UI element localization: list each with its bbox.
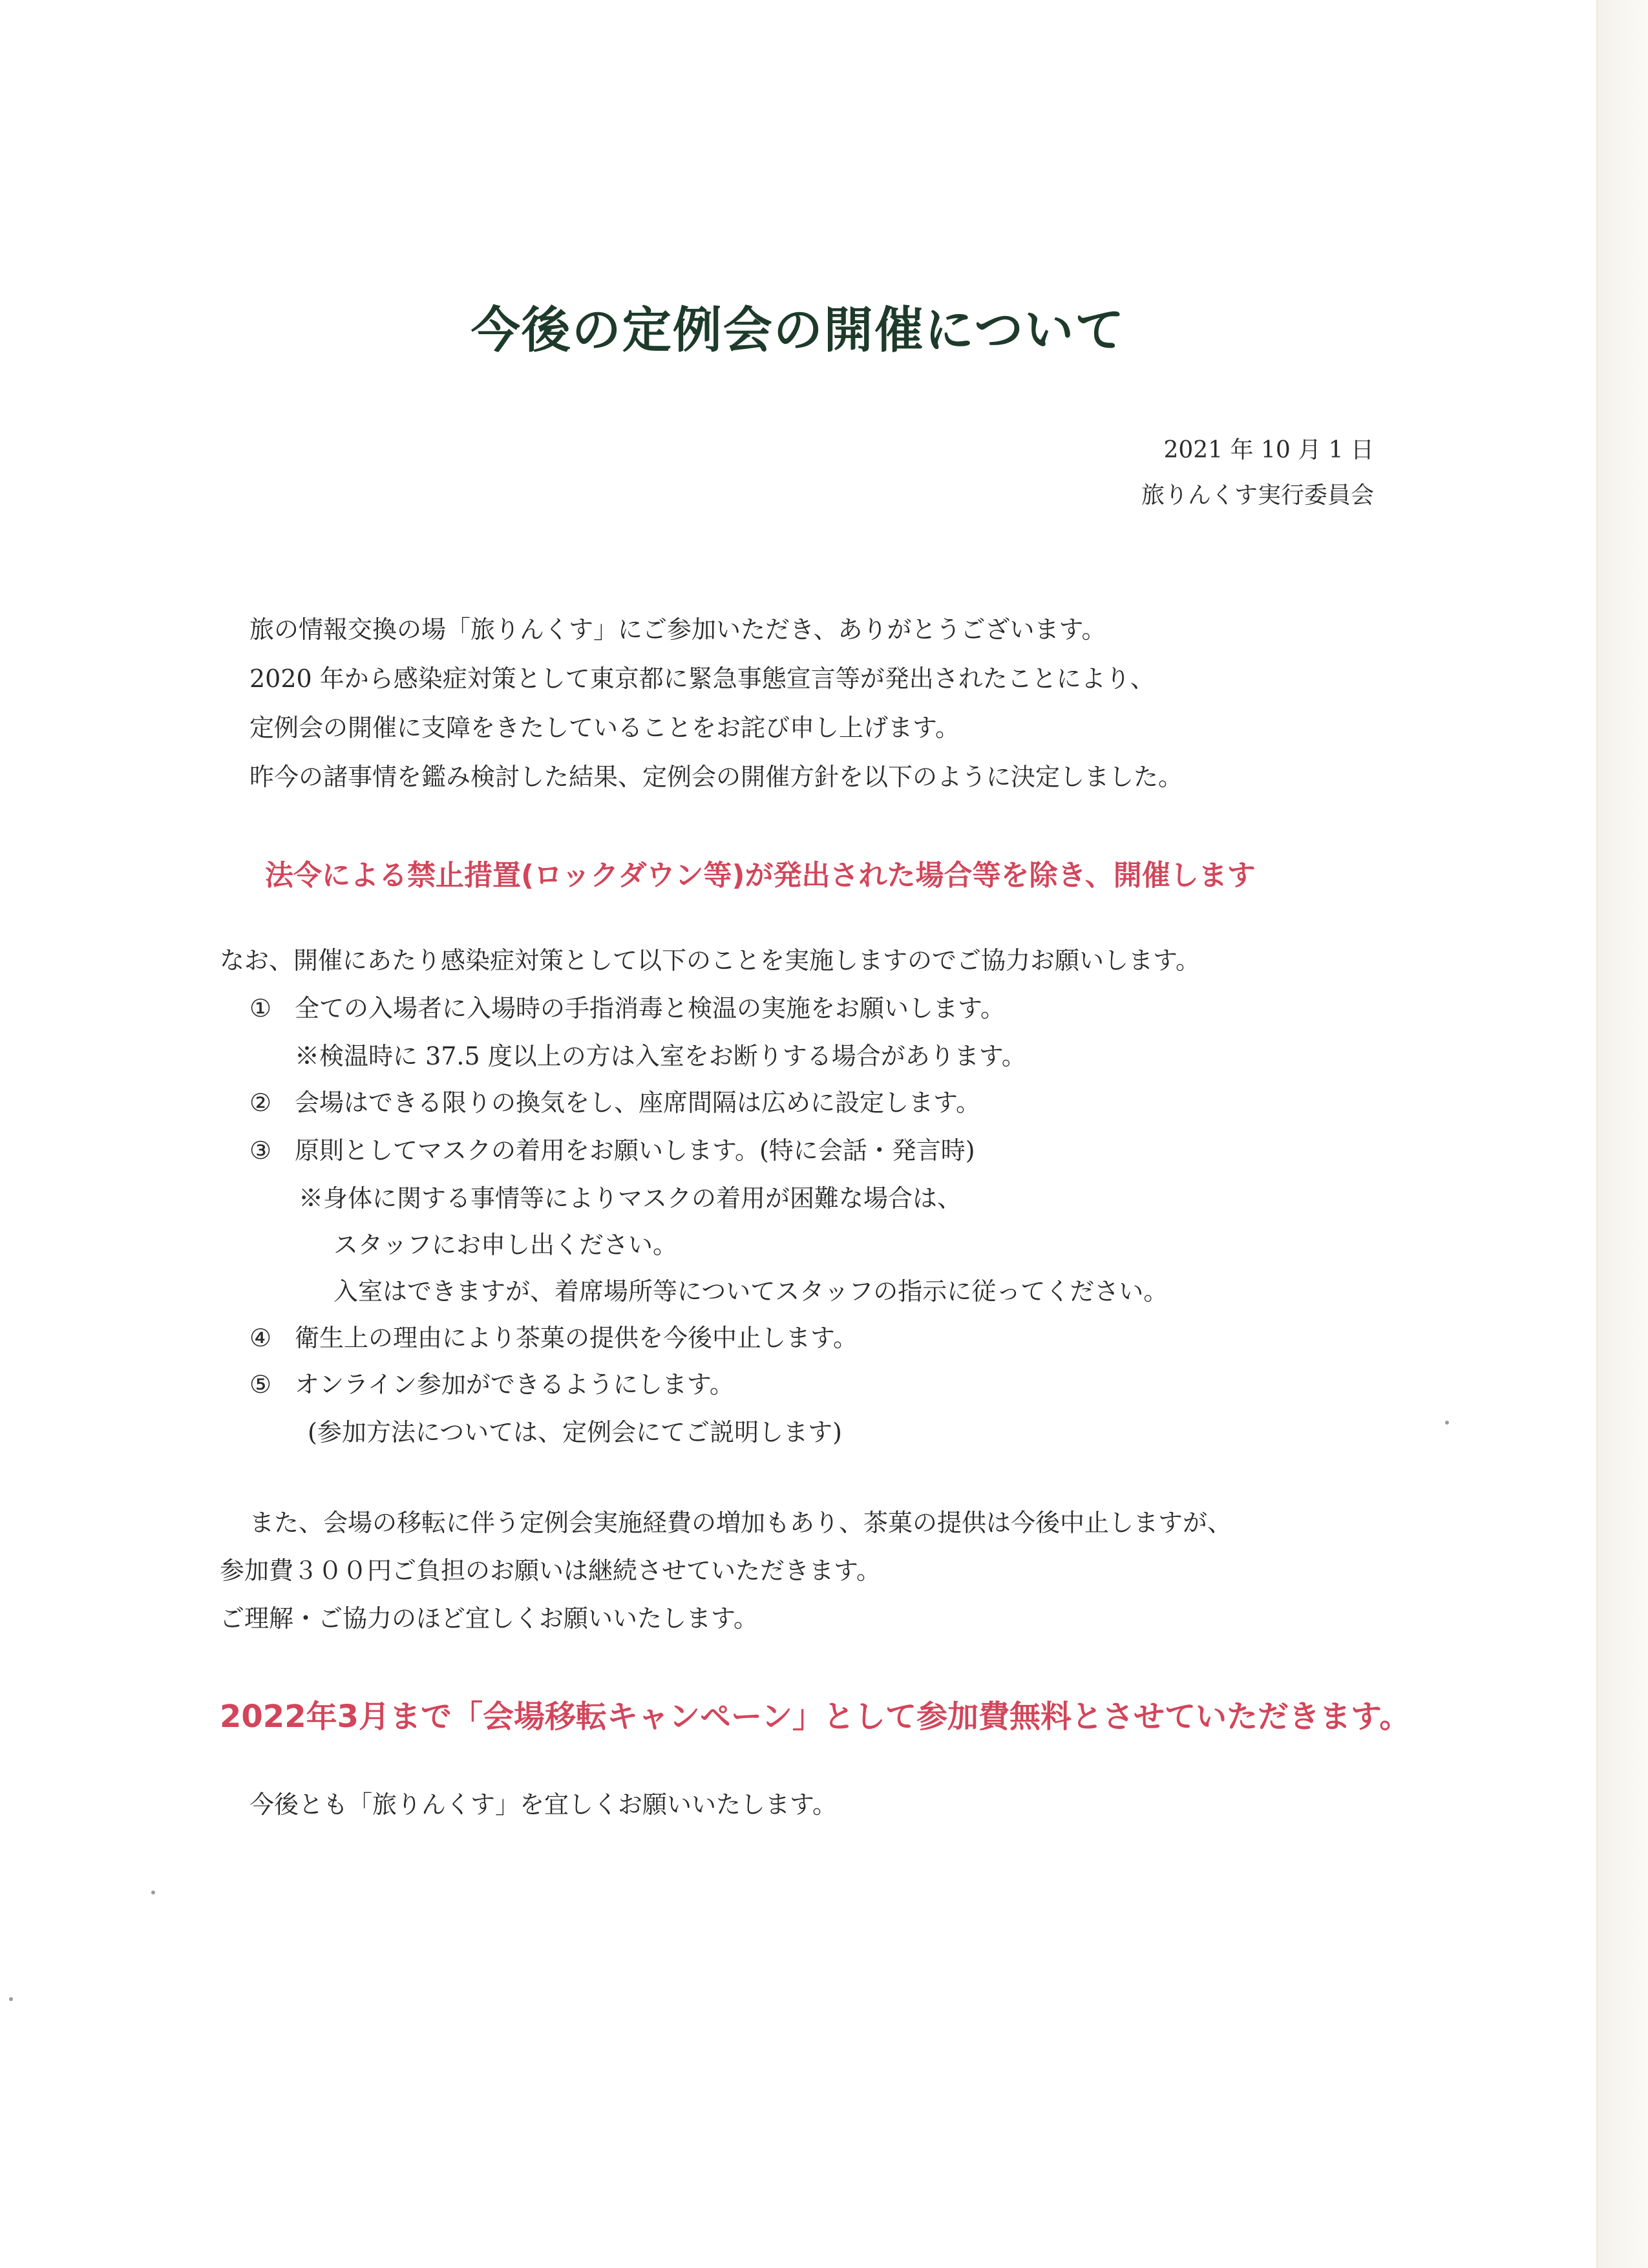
measure-item — [249, 1087, 980, 1118]
measure-item — [249, 1369, 734, 1400]
closing-line: また、会場の移転に伴う定例会実施経費の増加もあり、茶菓の提供は今後中止しますが、 — [249, 1509, 1232, 1537]
measure-number: ④ — [249, 1324, 272, 1352]
scan-speck — [151, 1891, 155, 1894]
issue-date: 2021 年 10 月 1 日 — [1163, 437, 1374, 463]
measure-note: スタッフにお申し出ください。 — [333, 1231, 678, 1259]
measure-text: オンライン参加ができるようにします。 — [295, 1370, 734, 1399]
intro-line: 昨今の諸事情を鑑み検討した結果、定例会の開催方針を以下のように決定しました。 — [249, 763, 1183, 791]
measure-text: 全ての入場者に入場時の手指消毒と検温の実施をお願いします。 — [295, 994, 1005, 1023]
closing-line: 参加費３００円ご負担のお願いは継続させていただきます。 — [220, 1556, 881, 1585]
measure-number: ① — [249, 994, 272, 1023]
measure-item — [249, 993, 1005, 1024]
intro-line: 定例会の開催に支障をきたしていることをお詫び申し上げます。 — [249, 714, 960, 742]
closing-line: ご理解・ご協力のほど宜しくお願いいたします。 — [220, 1604, 758, 1633]
measure-number: ⑤ — [249, 1370, 272, 1399]
scan-speck — [1445, 1421, 1449, 1425]
measure-number: ③ — [249, 1136, 272, 1165]
issuing-organization: 旅りんくす実行委員会 — [1141, 482, 1374, 509]
campaign-highlight: 2022年3月まで「会場移転キャンペーン」として参加費無料とさせていただきます。 — [220, 1699, 1411, 1735]
intro-line: 2020 年から感染症対策として東京都に緊急事態宣言等が発出されたことにより、 — [249, 664, 1155, 693]
measure-note: 入室はできますが、着席場所等についてスタッフの指示に従ってください。 — [333, 1277, 1168, 1306]
intro-line: 旅の情報交換の場「旅りんくす」にご参加いただき、ありがとうございます。 — [249, 615, 1106, 644]
scan-speck — [9, 1997, 13, 2001]
scan-edge — [1596, 0, 1648, 2268]
final-line: 今後とも「旅りんくす」を宜しくお願いいたします。 — [249, 1790, 837, 1819]
measure-note: ※検温時に 37.5 度以上の方は入室をお断りする場合があります。 — [295, 1042, 1026, 1070]
measure-item — [249, 1322, 858, 1353]
measure-note: (参加方法については、定例会にてご説明します) — [308, 1418, 842, 1447]
measure-note: ※身体に関する事情等によりマスクの着用が困難な場合は、 — [299, 1184, 962, 1213]
document-title: 今後の定例会の開催について — [470, 301, 1126, 359]
measure-item — [249, 1135, 975, 1166]
measure-text: 衛生上の理由により茶菓の提供を今後中止します。 — [295, 1324, 858, 1352]
policy-highlight: 法令による禁止措置(ロックダウン等)が発出された場合等を除き、開催します — [265, 859, 1256, 892]
measures-lead: なお、開催にあたり感染症対策として以下のことを実施しますのでご協力お願いします。 — [220, 946, 1200, 975]
measure-number: ② — [249, 1088, 272, 1117]
measure-text: 原則としてマスクの着用をお願いします。(特に会話・発言時) — [295, 1136, 975, 1165]
measure-text: 会場はできる限りの換気をし、座席間隔は広めに設定します。 — [295, 1088, 980, 1117]
